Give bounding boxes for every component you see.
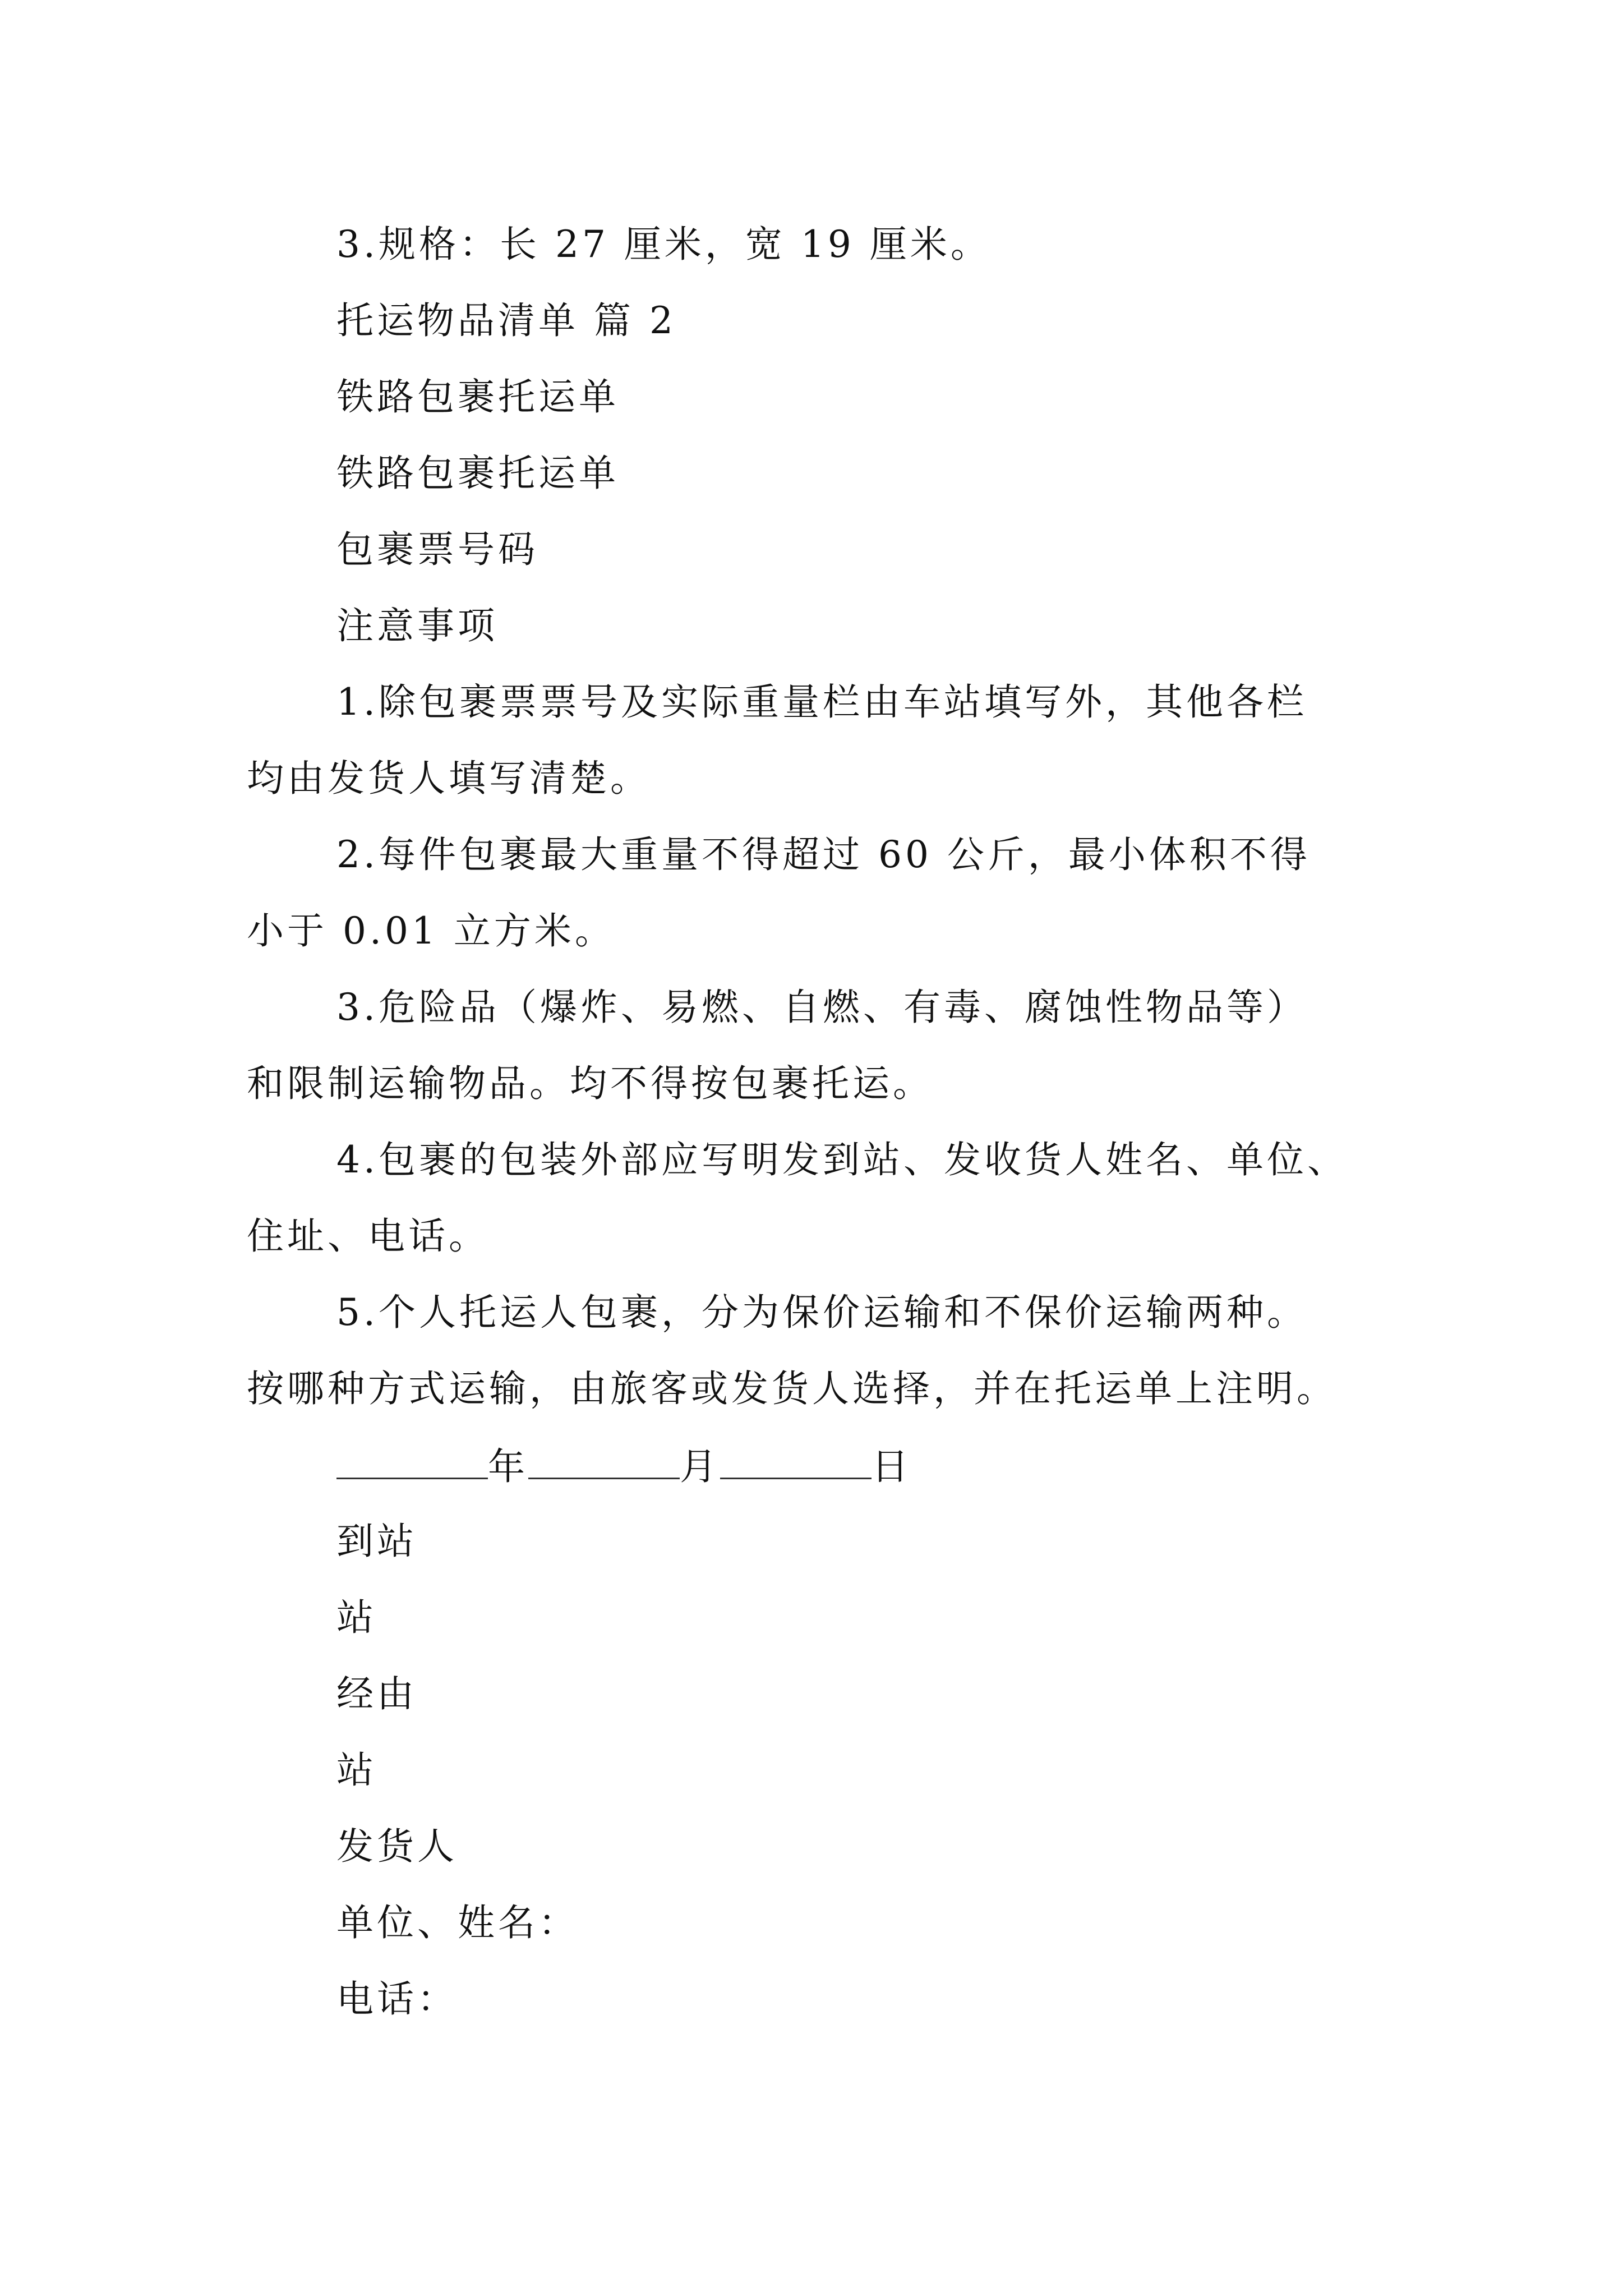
note-1-line-1: 1.除包裹票票号及实际重量栏由车站填写外，其他各栏 <box>336 680 1307 724</box>
note-3-line-2: 和限制运输物品。均不得按包裹托运。 <box>247 1062 933 1105</box>
note-2-line-2: 小于 0.01 立方米。 <box>247 909 615 953</box>
note-5-line-2: 按哪种方式运输，由旅客或发货人选择，并在托运单上注明。 <box>247 1367 1337 1410</box>
section-heading: 托运物品清单 篇 2 <box>336 299 676 342</box>
year-label: 年 <box>488 1445 528 1488</box>
note-5-line-1: 5.个人托运人包裹，分为保价运输和不保价运输两种。 <box>336 1291 1307 1334</box>
note-4-line-1: 4.包裹的包装外部应写明发到站、发收货人姓名、单位、 <box>336 1138 1348 1181</box>
day-label: 日 <box>872 1445 912 1488</box>
field-station: 站 <box>336 1596 377 1639</box>
field-unit-name: 单位、姓名： <box>336 1901 579 1944</box>
note-4-line-2: 住址、电话。 <box>247 1214 489 1258</box>
note-3-line-1: 3.危险品（爆炸、易燃、自燃、有毒、腐蚀性物品等） <box>336 986 1307 1029</box>
date-line <box>336 1443 912 1489</box>
ticket-number-label: 包裹票号码 <box>336 528 538 571</box>
note-2-line-1: 2.每件包裹最大重量不得超过 60 公斤，最小体积不得 <box>336 833 1311 876</box>
notes-heading: 注意事项 <box>336 604 498 647</box>
form-title: 铁路包裹托运单 <box>336 375 619 418</box>
month-label: 月 <box>680 1445 720 1488</box>
day-blank <box>720 1443 872 1479</box>
field-via: 经由 <box>336 1672 417 1715</box>
spec-line: 3.规格：长 27 厘米，宽 19 厘米。 <box>336 223 991 266</box>
form-title-repeat: 铁路包裹托运单 <box>336 452 619 495</box>
year-blank <box>336 1443 488 1479</box>
field-phone: 电话： <box>336 1977 458 2021</box>
field-sender: 发货人 <box>336 1825 458 1868</box>
field-via-station: 站 <box>336 1749 377 1792</box>
note-1-line-2: 均由发货人填写清楚。 <box>247 757 651 800</box>
month-blank <box>528 1443 680 1479</box>
field-destination: 到站 <box>336 1520 417 1563</box>
